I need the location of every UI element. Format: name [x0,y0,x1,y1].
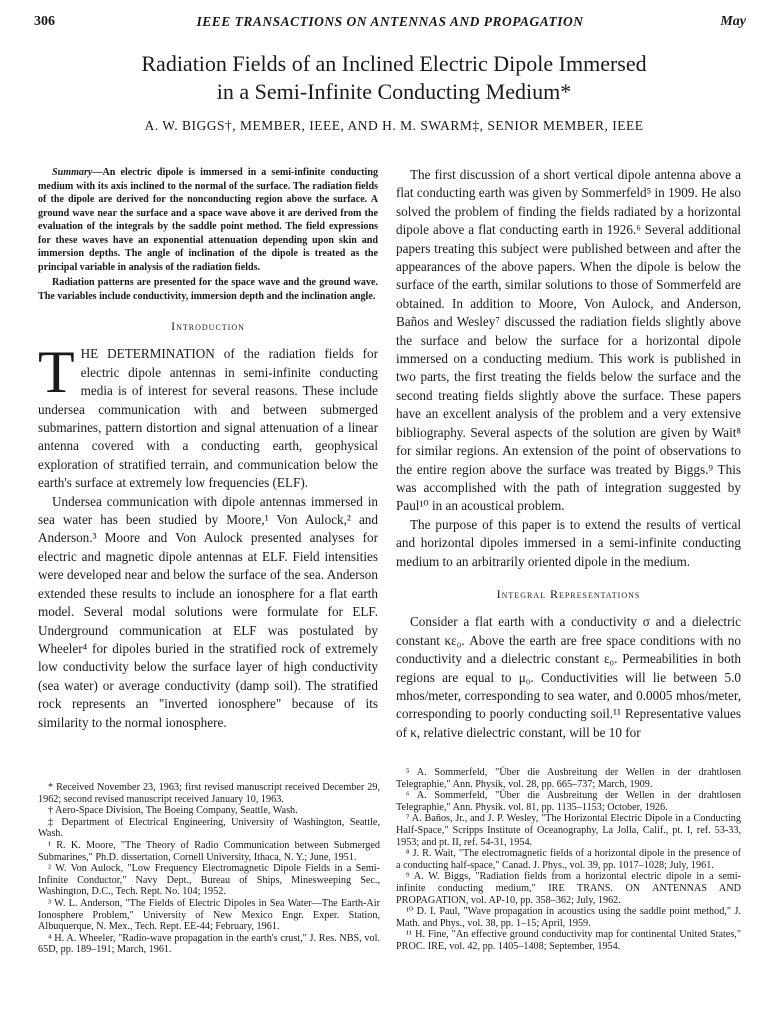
author-line: A. W. BIGGS†, MEMBER, IEEE, AND H. M. SWARM‡, SENIOR MEMBER, IEEE [144,118,644,133]
summary-text: —An electric dipole is immersed in a semi-infinite conducting medium with its axis inclined to the normal of the surface. The radiation fields of the dipole are derived for the nonconducting region above the surface. A ground wave near the surface and a space wave above it are derived from the evaluation of the integrals by the saddle point method. The field expressions for these waves have an exponential attenuation depending upon skin and immersion depths. The angle of inclination of the dipole is treated as the principal variable in analysis of the radiation fields. [38,167,378,273]
title-line-2: in a Semi-Infinite Conducting Medium* [216,79,572,104]
footnote: * Received November 23, 1963; first revised manuscript received December 29, 1962; second revised manuscript received January 10, 1963. [38,782,380,805]
section-heading-introduction: Introduction [171,319,245,333]
footnote: ³ W. L. Anderson, "The Fields of Electric Dipoles in Sea Water—The Earth-Air Ionosphere Problem," University of New Mexico Engr. Exper. Station, Albuquerque, N. Mex., Tech. Rept. EE-44; February, 1961. [38,897,380,933]
body-paragraph-3: Consider a flat earth with a conductivity σ and a dielectric constant κε₀. Above the earth are free space conditions with no conductivity and a dielectric constant ε₀. Permeabilities in both regions are equal to μ₀. Conductivities will lie between 5.0 mhos/meter, corresponding to sea water, and 0.0005 mhos/meter, corresponding to poorly conducting soil.¹¹ Representative values of κ, relative dielectric constant, will be 10 for [396,614,741,740]
footnote: † Aero-Space Division, The Boeing Company, Seattle, Wash. [48,805,298,817]
footnote: ¹¹ H. Fine, "An effective ground conductivity map for continental United States," PROC. IRE, vol. 42, pp. 1405–1408; September, 1954. [396,929,741,952]
summary-paragraph-2: Radiation patterns are presented for the space wave and the ground wave. The variables include conductivity, immersion depth and the inclination angle. [38,277,378,302]
intro-paragraph-2: Undersea communication with dipole antennas immersed in sea water has been studied by Moore,¹ Von Aulock,² and Anderson.³ Moore and Von Aulock presented analyses for electric and magnetic dipole antennas at ELF. Field intensities were developed near and below the surface of the sea. Anderson extended these results to include an ionosphere for a flat earth model. Several modal solutions were formulate for ELF. Underground communication at ELF was postulated by Wheeler⁴ for dipoles buried in the stratified rock of extremely low conductivity below the surface layer of high conductivity (sea water) or average conductivity (damp soil). The stratified rock represents an "inverted ionosphere" because of its similarity to the normal ionosphere. [38,493,378,730]
left-column [38,166,378,732]
running-header [34,14,746,32]
issue-month: May [720,14,746,29]
body-paragraph-2: The purpose of this paper is to extend the results of vertical and horizontal dipoles immersed in a semi-infinite conducting medium to an arbitrarily oriented dipole in the medium. [396,516,741,569]
intro-paragraph-1 [38,339,378,492]
journal-name: IEEE TRANSACTIONS ON ANTENNAS AND PROPAGATION [196,14,584,29]
footnote: ⁸ J. R. Wait, "The electromagnetic fields of a horizontal dipole in the presence of a conducting half-space," Canad. J. Phys., vol. 39, pp. 1017–1028; July, 1961. [396,848,741,871]
footnote: ‡ Department of Electrical Engineering, University of Washington, Seattle, Wash. [38,816,380,840]
footnote: ¹ R. K. Moore, "The Theory of Radio Communication between Submerged Submarines," Ph.D. dissertation, Cornell University, Ithaca, N. Y.; June, 1951. [38,839,380,863]
footnote: ⁵ A. Sommerfeld, "Über die Ausbreitung der Wellen in der drahtlosen Telegraphie," Ann. Physik, vol. 28, pp. 665–737; March, 1909. [396,767,741,790]
drop-cap: T [38,339,75,406]
footnote: ⁷ A. Baños, Jr., and J. P. Wesley, "The Horizontal Electric Dipole in a Conducting Half-Space," Scripps Institute of Oceanography, La Jolla, Calif., pt. I, ref. 53-33, 1953; and pt. II, ref. 54-31, 1954. [396,813,741,848]
title-line-1: Radiation Fields of an Inclined Electric Dipole Immersed [141,51,647,76]
intro-paragraph-1-text: HE DETERMINATION of the radiation fields for electric dipole antennas in semi-infinite conducting media is of interest for several reasons. These include undersea communication with and between submerged submarines, pattern distortion and signal attenuation of a linear antenna covered with a conducting earth, geophysical exploration of stratified terrain, and communication below the earth's surface at extremely low frequencies (ELF). [38,346,378,491]
footnote: ⁹ A. W. Biggs, "Radiation fields from a horizontal electric dipole in a semi-infinite conducting medium," IRE TRANS. ON ANTENNAS AND PROPAGATION, vol. AP-10, pp. 358–362; July, 1962. [396,871,741,906]
section-heading-integral: Integral Representations [496,586,641,601]
footnotes-right [396,767,741,953]
footnote: ⁴ H. A. Wheeler, "Radio-wave propagation in the earth's crust," J. Res. NBS, vol. 65D, pp. 189–191; March, 1961. [38,932,380,956]
footnotes-left [38,782,380,956]
footnote: ⁶ A. Sommerfeld, "Über die Ausbreitung der Wellen in der drahtlosen Telegraphie," Ann. Physik. vol. 81, pp. 1135–1153; October, 1926. [396,790,741,813]
page-number: 306 [34,14,55,29]
summary-label: Summary [52,167,93,178]
summary-paragraph [38,166,378,274]
footnote: ¹⁰ D. I. Paul, "Wave propagation in acoustics using the saddle point method," J. Math. and Phys., vol. 38, pp. 1–15; April, 1959. [396,906,741,929]
body-paragraph-1: The first discussion of a short vertical dipole antenna above a flat conducting earth was given by Sommerfeld⁵ in 1909. He also solved the problem of finding the fields radiated by a horizontal dipole above a flat conducting earth in 1926.⁶ Several additional papers treating this subject were published between and after the appearances of the above papers. When the dipole is below the surface of the earth, similar solutions to those of Sommerfeld are obtained. In addition to Moore, Von Aulock, and Anderson, Baños and Wesley⁷ discussed the radiation fields slightly above the surface and below the surface for a horizontal dipole immersed on a conducting medium. This work is published in two parts, the first treating the fields below the surface and the second treating fields slightly above the surface. These papers have an excellent analysis of the problem and a very extensive bibliography. Several aspects of the solution are given by Wait⁸ for similar regions. An extension of the point of observations to the entire region above the surface was treated by Biggs.⁹ This was accomplished with the path of integration suggested by Paul¹⁰ in an acoustical problem. [396,167,741,514]
right-column [396,166,741,742]
footnote: ² W. Von Aulock, "Low Frequency Electromagnetic Dipole Fields in a Semi-Infinite Conductor," Navy Dept., Bureau of Ships, Minesweeping Sec., Washington, D.C., Tech. Rept. No. 104; 1952. [38,863,380,898]
paper-title [40,50,748,106]
